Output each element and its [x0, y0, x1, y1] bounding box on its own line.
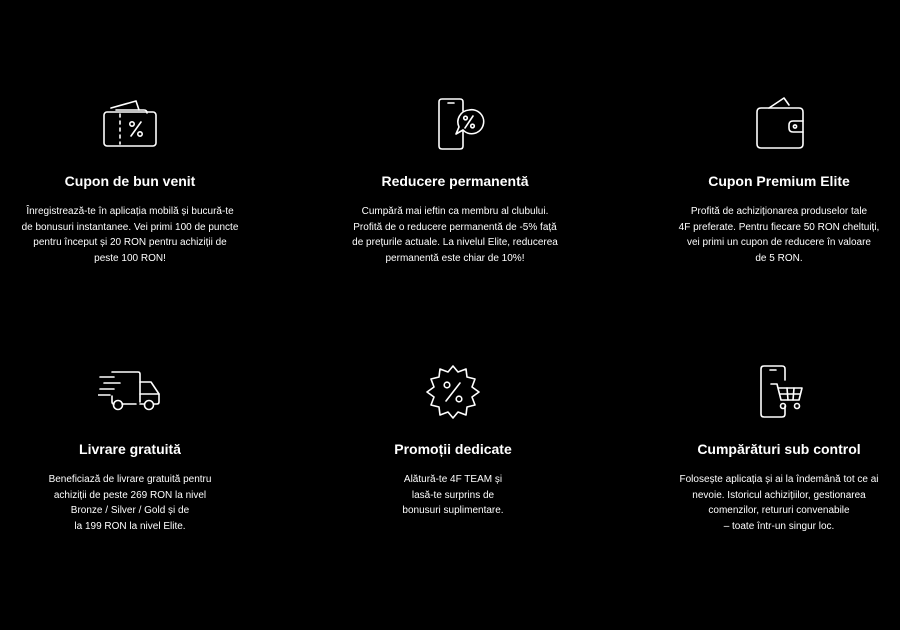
benefit-description-line: Înregistrează-te în aplicația mobilă și bucură-te	[26, 206, 234, 217]
benefit-title: Cumpărături sub control	[697, 441, 861, 457]
benefit-title: Cupon de bun venit	[64, 173, 196, 189]
benefit-description-line: Profită de achiziționarea produselor tale	[690, 206, 868, 217]
benefit-description-line: pentru început și 20 RON pentru achiziții de	[33, 237, 227, 248]
benefit-description	[0, 204, 275, 266]
promo-badge-icon	[421, 360, 485, 424]
benefit-description-line: bonusuri suplimentare.	[402, 505, 504, 516]
benefit-description-line: lasă-te surprins de	[411, 489, 495, 501]
benefit-description-line: 4F preferate. Pentru fiecare 50 RON cheltuiți,	[678, 221, 880, 233]
benefit-description-line: nevoie. Istoricul achizițiilor, gestionarea	[692, 489, 866, 501]
benefit-description-line: Folosește aplicația și ai la îndemână tot ce ai	[679, 474, 879, 485]
benefit-description	[310, 204, 600, 266]
benefit-description	[0, 472, 275, 534]
benefit-description-line: comenzilor, retururi convenabile	[708, 505, 850, 516]
benefit-description-line: Beneficiază de livrare gratuită pentru	[48, 474, 212, 485]
benefit-description-line: vei primi un cupon de reducere în valoare	[687, 237, 871, 248]
phone-cart-icon	[747, 360, 811, 424]
benefit-description	[634, 204, 900, 266]
benefit-title: Promoții dedicate	[394, 441, 512, 457]
benefit-description-line: de 5 RON.	[755, 252, 803, 264]
benefit-description-line: achiziții de peste 269 RON la nivel	[53, 489, 207, 501]
wallet-icon	[747, 92, 811, 156]
benefit-description-line: Profită de o reducere permanentă de -5% față	[353, 221, 557, 233]
benefit-title: Cupon Premium Elite	[708, 173, 850, 189]
benefit-card-permanent-discount	[310, 92, 600, 266]
phone-percent-icon	[423, 92, 487, 156]
benefit-description-line: de prețurile actuale. La nivelul Elite, reducerea	[352, 237, 558, 248]
benefit-description-line: Cumpără mai ieftin ca membru al clubului.	[361, 206, 549, 217]
benefit-card-free-delivery	[0, 360, 275, 534]
benefit-card-welcome-coupon	[0, 92, 275, 266]
benefit-description	[308, 472, 598, 519]
benefit-description-line: – toate într-un singur loc.	[723, 520, 835, 532]
coupon-percent-icon	[98, 92, 162, 156]
benefit-description-line: peste 100 RON!	[94, 252, 166, 264]
benefit-description-line: permanentă este chiar de 10%!	[385, 252, 525, 264]
benefit-card-dedicated-promotions	[308, 360, 598, 519]
benefit-description-line: Bronze / Silver / Gold și de	[70, 505, 190, 516]
benefit-card-shopping-under-control	[634, 360, 900, 534]
delivery-truck-icon	[98, 360, 162, 424]
benefit-title: Reducere permanentă	[381, 173, 529, 189]
benefit-description-line: de bonusuri instantanee. Vei primi 100 de puncte	[21, 221, 239, 233]
benefit-description	[634, 472, 900, 534]
benefit-description-line: la 199 RON la nivel Elite.	[74, 520, 186, 532]
benefit-title: Livrare gratuită	[79, 441, 181, 457]
benefit-description-line: Alătură-te 4F TEAM și	[403, 474, 503, 485]
benefit-card-premium-elite-coupon	[634, 92, 900, 266]
